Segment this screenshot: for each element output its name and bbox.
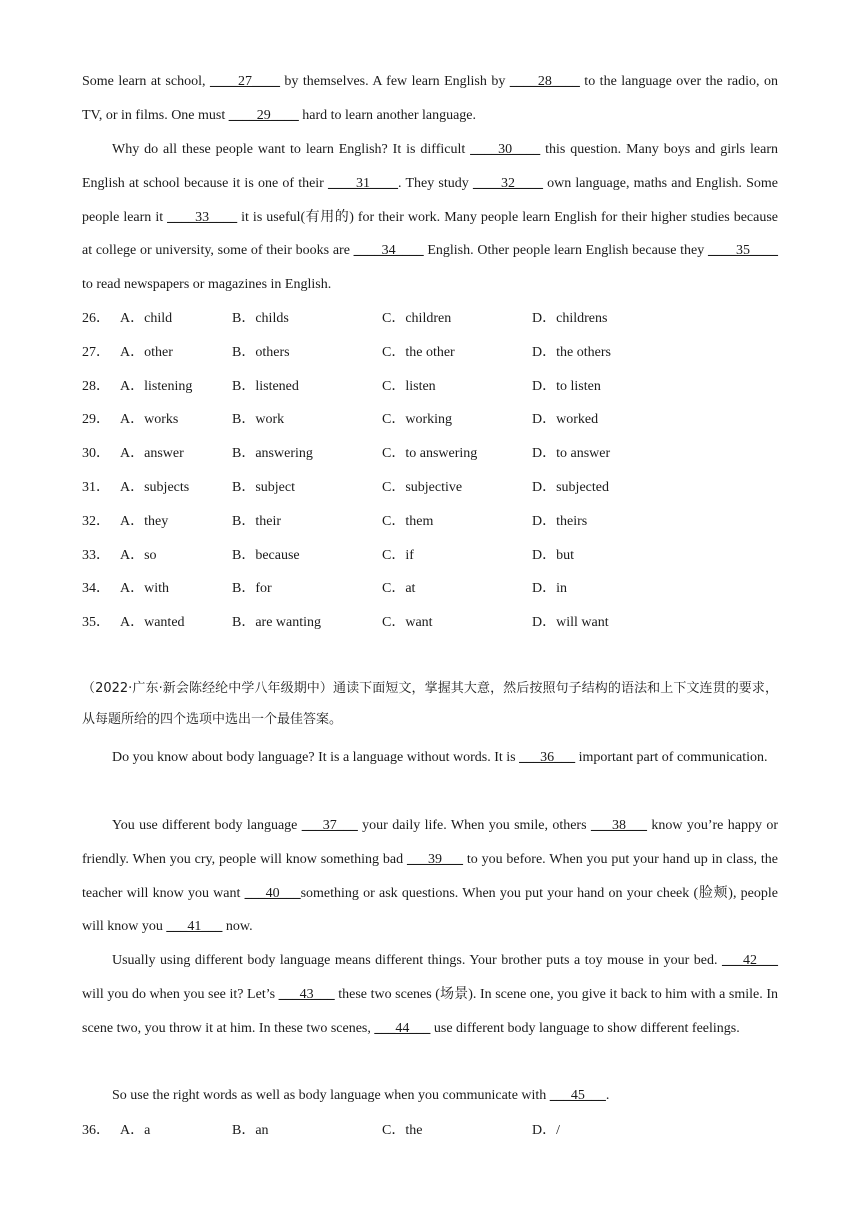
answer-blank: ____33____ (167, 209, 238, 225)
paragraph-text: important part of communication. (575, 750, 768, 765)
paragraph-text: something or ask questions. When you put your hand on your cheek (脸颊), people will know you (82, 885, 778, 935)
question-number: 36． (82, 1123, 110, 1138)
answer-blank: ____29____ (228, 107, 299, 123)
answer-blank: ____31____ (328, 175, 399, 191)
paragraph-text: know you’re happy or friendly. When you cry, people will know something bad (82, 818, 779, 867)
paragraph-text: Why do all these people want to learn English? It is difficult (112, 142, 471, 157)
passage2-paragraph-1 (82, 741, 778, 775)
option-c[interactable]: C．if (382, 547, 414, 563)
question-number: 35． (82, 615, 110, 631)
option-b[interactable]: B．an (232, 1123, 269, 1138)
option-d[interactable]: D．but (532, 547, 574, 563)
paragraph-text: your daily life. When you smile, others (357, 818, 591, 833)
option-a[interactable]: A．child (120, 311, 173, 326)
answer-blank: ___37___ (301, 818, 358, 833)
option-a[interactable]: A．listening (120, 378, 193, 394)
option-d[interactable]: D．to answer (532, 446, 611, 462)
paragraph-text: it is useful(有用的) for their work. Many people learn English for their higher studies because at college or university, some of their books are (82, 209, 778, 259)
answer-blank: ___40___ (244, 885, 301, 901)
option-b[interactable]: B．others (232, 344, 290, 360)
option-a[interactable]: A．other (120, 344, 173, 360)
option-c[interactable]: C．the other (382, 344, 455, 360)
option-b[interactable]: B．listened (232, 378, 299, 394)
paragraph-text: to the language over the radio, on TV, or in films. One must (82, 74, 778, 123)
option-d[interactable]: D．/ (532, 1123, 560, 1138)
paragraph-text: now. (222, 919, 253, 935)
option-a[interactable]: A．a (120, 1123, 151, 1138)
paragraph-text: use different body language to show different feelings. (430, 1020, 740, 1036)
option-a[interactable]: A．subjects (120, 480, 190, 495)
option-d[interactable]: D．in (532, 581, 567, 597)
option-d[interactable]: D．theirs (532, 513, 588, 529)
question-number: 27． (82, 344, 110, 360)
option-b[interactable]: B．childs (232, 311, 289, 326)
answer-blank: ___44___ (374, 1020, 431, 1036)
option-a[interactable]: A．answer (120, 446, 184, 462)
paragraph-text: So use the right words as well as body language when you communicate with (112, 1088, 550, 1103)
option-d[interactable]: D．childrens (532, 311, 608, 326)
option-a[interactable]: A．works (120, 412, 179, 428)
passage2-paragraph-4 (82, 1079, 778, 1113)
paragraph-text: hard to learn another language. (298, 107, 477, 123)
paragraph-text: to you before. When you put your hand up in class, the teacher will know you want (82, 851, 778, 901)
question-number: 32． (82, 513, 110, 529)
paragraph-text: You use different body language (112, 818, 302, 833)
option-c[interactable]: C．children (382, 311, 452, 326)
option-b[interactable]: B．their (232, 513, 281, 529)
answer-blank: ___38___ (590, 818, 647, 833)
question-number: 33． (82, 547, 110, 563)
option-a[interactable]: A．they (120, 513, 169, 529)
option-b[interactable]: B．are wanting (232, 615, 322, 631)
option-d[interactable]: D．will want (532, 615, 609, 631)
question-number: 28． (82, 378, 110, 394)
option-c[interactable]: C．them (382, 513, 434, 529)
question-number: 31． (82, 480, 110, 495)
paragraph-text: these two scenes (场景). In scene one, you give it back to him with a smile. In scene two, you throw it at him. In these two scenes, (82, 986, 778, 1036)
question-number: 29． (82, 412, 110, 428)
option-c[interactable]: C．at (382, 581, 416, 597)
paragraph-text: Usually using different body language means different things. Your brother puts a toy mouse in your bed. (112, 953, 722, 968)
option-c[interactable]: C．the (382, 1123, 423, 1138)
answer-blank: ____28____ (509, 74, 580, 89)
option-a[interactable]: A．so (120, 547, 157, 563)
answer-blank: ___39___ (406, 851, 463, 867)
option-b[interactable]: B．subject (232, 480, 295, 495)
option-b[interactable]: B．answering (232, 446, 313, 462)
answer-blank: ___36___ (519, 750, 576, 765)
answer-blank: ____35____ (708, 243, 778, 259)
option-b[interactable]: B．because (232, 547, 300, 563)
option-a[interactable]: A．wanted (120, 615, 185, 631)
passage1-paragraph-1 (82, 65, 778, 133)
option-b[interactable]: B．for (232, 581, 272, 597)
option-d[interactable]: D．to listen (532, 378, 601, 394)
answer-blank: ___42___ (722, 953, 778, 968)
option-b[interactable]: B．work (232, 412, 285, 428)
answer-blank: ____30____ (470, 142, 541, 157)
answer-blank: ___45___ (549, 1088, 606, 1103)
paragraph-text: this question. Many boys and girls learn English at school because it is one of their (82, 142, 778, 191)
question-number: 26． (82, 311, 110, 326)
option-d[interactable]: D．the others (532, 344, 611, 360)
option-c[interactable]: C．to answering (382, 446, 478, 462)
passage1-paragraph-2 (82, 133, 778, 302)
paragraph-text: own language, maths and English. Some people learn it (82, 175, 778, 225)
paragraph-text: will you do when you see it? Let’s (82, 986, 279, 1002)
option-a[interactable]: A．with (120, 581, 169, 597)
paragraph-text: Do you know about body language? It is a language without words. It is (112, 750, 520, 765)
paragraph-text: by themselves. A few learn English by (279, 74, 510, 89)
answer-blank: ____34____ (353, 243, 424, 259)
answer-blank: ____32____ (472, 175, 543, 191)
passage2-paragraph-2 (82, 809, 778, 944)
paragraph-text: . (605, 1088, 610, 1103)
option-c[interactable]: C．working (382, 412, 452, 428)
option-c[interactable]: C．listen (382, 378, 436, 394)
option-d[interactable]: D．worked (532, 412, 599, 428)
answer-blank: ____27____ (209, 74, 280, 89)
question-number: 30． (82, 446, 110, 462)
answer-blank: ___41___ (166, 919, 223, 935)
option-c[interactable]: C．want (382, 615, 433, 631)
paragraph-text: to read newspapers or magazines in English. (82, 277, 332, 293)
passage2-paragraph-3 (82, 944, 778, 1045)
section2-instructions: （2022·广东·新会陈经纶中学八年级期中）通读下面短文，掌握其大意，然后按照句子结构的语法和上下文连贯的要求，从每题所给的四个选项中选出一个最佳答案。 (82, 681, 778, 727)
question-number: 34． (82, 581, 110, 597)
paragraph-text: Some learn at school, (82, 74, 210, 89)
paragraph-text: English. Other people learn English because they (423, 243, 708, 259)
option-c[interactable]: C．subjective (382, 480, 463, 495)
answer-blank: ___43___ (278, 986, 335, 1002)
paragraph-text: . They study (398, 175, 473, 191)
option-d[interactable]: D．subjected (532, 480, 609, 495)
